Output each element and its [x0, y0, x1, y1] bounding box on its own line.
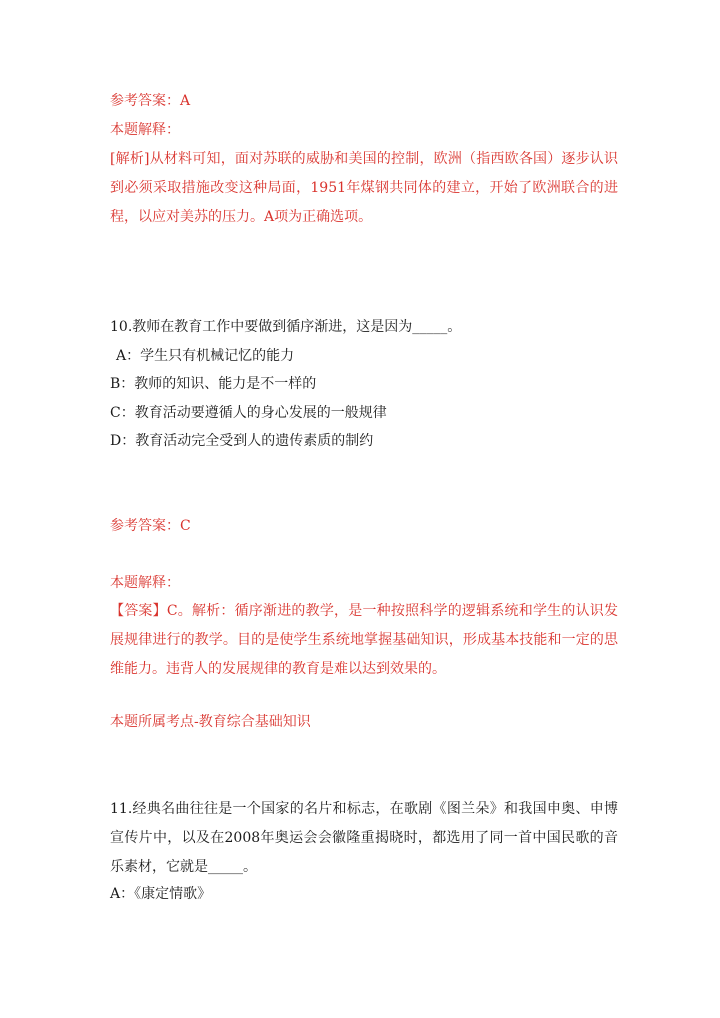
q10-option-c: C：教育活动要遵循人的身心发展的一般规律	[110, 405, 387, 421]
q10-option-a: A：学生只有机械记忆的能力	[116, 348, 295, 364]
q10-explanation: 【答案】C。解析：循序渐进的教学，是一种按照科学的逻辑系统和学生的认识发展规律进行的教学。目的是使学生系统地掌握基础知识，形成基本技能和一定的思维能力。违背人的发展规律的教育是难以达到效果的。	[110, 603, 618, 677]
q10-explain-label: 本题解释：	[110, 575, 180, 591]
q10-question: 10.教师在教育工作中要做到循序渐进，这是因为_____。	[110, 319, 462, 335]
q10-option-d: D：教育活动完全受到人的遗传素质的制约	[110, 433, 374, 449]
q11-question: 11.经典名曲往往是一个国家的名片和标志，在歌剧《图兰朵》和我国申奥、申博宣传片中，以及在2008年奥运会会徽隆重揭晓时，都选用了同一首中国民歌的音乐素材，它就是_____。	[110, 801, 618, 875]
q10-topic: 本题所属考点-教育综合基础知识	[110, 714, 311, 730]
q9-answer: 参考答案：A	[110, 93, 191, 109]
q9-explain-label: 本题解释：	[110, 122, 180, 138]
q9-explanation: [解析]从材料可知，面对苏联的威胁和美国的控制，欧洲（指西欧各国）逐步认识到必须采取措施改变这种局面，1951年煤钢共同体的建立，开始了欧洲联合的进程，以应对美苏的压力。A项为正确选项。	[110, 151, 618, 225]
q10-option-b: B：教师的知识、能力是不一样的	[110, 376, 317, 392]
q11-option-a: A：《康定情歌》	[110, 886, 212, 902]
q10-answer: 参考答案：C	[110, 518, 191, 534]
